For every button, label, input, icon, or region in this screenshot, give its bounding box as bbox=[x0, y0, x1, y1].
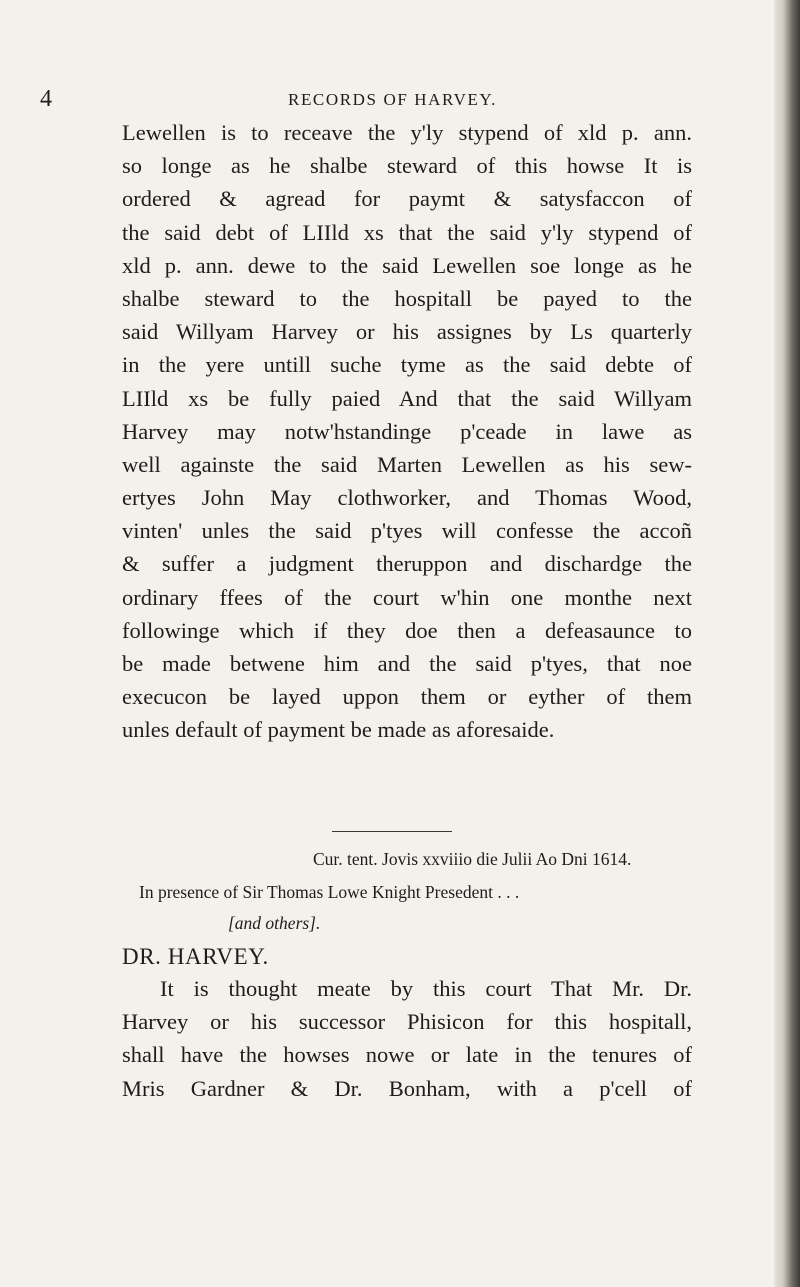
text-line: Harvey or his successor Phisicon for this hospitall, bbox=[122, 1009, 692, 1035]
section-heading: DR. HARVEY. bbox=[122, 944, 269, 969]
text-line: vinten' unles the said p'tyes will confesse the accoñ bbox=[122, 518, 692, 544]
text-line: Mris Gardner & Dr. Bonham, with a p'cell of bbox=[122, 1075, 692, 1101]
text-line: execucon be layed uppon them or eyther of them bbox=[122, 684, 692, 710]
text-line: unles default of payment be made as aforesaide. bbox=[122, 717, 555, 743]
text-line: Harvey may notw'hstandinge p'ceade in lawe as bbox=[122, 418, 692, 444]
others-note: [and others]. bbox=[228, 913, 321, 933]
paragraph-lewellen bbox=[122, 116, 692, 747]
text-line: said Willyam Harvey or his assignes by Ls quarterly bbox=[122, 319, 692, 345]
text-line: so longe as he shalbe steward of this howse It is bbox=[122, 153, 692, 179]
text-line: & suffer a judgment theruppon and dischardge the bbox=[122, 551, 692, 577]
paragraph-harvey bbox=[122, 972, 692, 1105]
text-line: xld p. ann. dewe to the said Lewellen soe longe as he bbox=[122, 252, 692, 278]
text-line: ordinary ffees of the court w'hin one monthe next bbox=[122, 584, 692, 610]
text-line: in the yere untill suche tyme as the said debte of bbox=[122, 352, 692, 378]
page-edge-shadow bbox=[774, 0, 800, 1287]
text-line: well againste the said Marten Lewellen as his sew- bbox=[122, 451, 692, 477]
text-line: LIIld xs be fully paied And that the said Willyam bbox=[122, 385, 692, 411]
text-line: Lewellen is to receave the y'ly stypend of xld p. ann. bbox=[122, 120, 692, 145]
text-line: shalbe steward to the hospitall be payed to the bbox=[122, 285, 692, 311]
text-line: be made betwene him and the said p'tyes, that noe bbox=[122, 651, 692, 676]
presence-line: In presence of Sir Thomas Lowe Knight Presedent . . . bbox=[139, 882, 520, 902]
text-line: shall have the howses nowe or late in the tenures of bbox=[122, 1042, 692, 1068]
text-line: the said debt of LIIld xs that the said y'ly stypend of bbox=[122, 219, 692, 245]
text-line: It is thought meate by this court That Mr. Dr. bbox=[160, 976, 692, 1001]
text-line: ordered & agread for paymt & satysfaccon of bbox=[122, 186, 692, 212]
text-line: ertyes John May clothworker, and Thomas Wood, bbox=[122, 485, 692, 511]
section-divider bbox=[332, 831, 452, 832]
page-number: 4 bbox=[40, 86, 52, 112]
text-line: followinge which if they doe then a defeasaunce to bbox=[122, 617, 692, 643]
court-date-line: Cur. tent. Jovis xxviiio die Julii Ao Dni 1614. bbox=[313, 849, 632, 869]
running-head: RECORDS OF HARVEY. bbox=[288, 90, 497, 109]
